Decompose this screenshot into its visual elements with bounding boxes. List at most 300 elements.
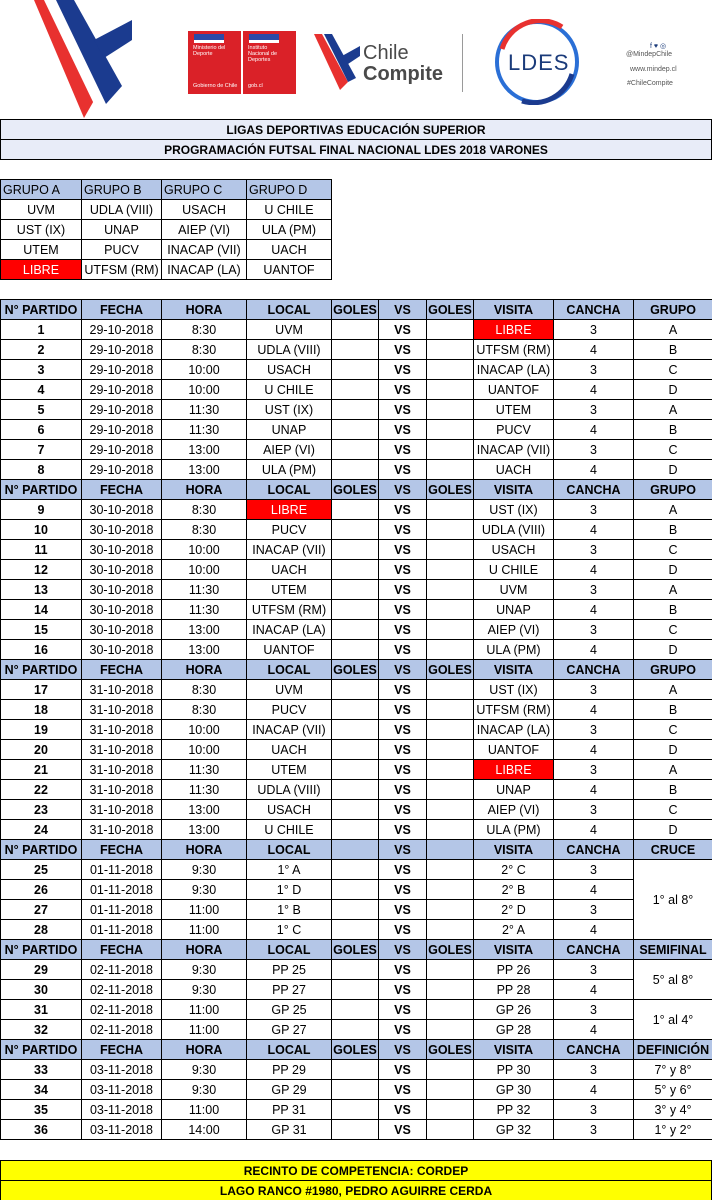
match-number: 32 [1, 1020, 82, 1040]
match-number: 31 [1, 1000, 82, 1020]
match-date: 29-10-2018 [82, 360, 162, 380]
match-number: 24 [1, 820, 82, 840]
group-team-cell: ULA (PM) [247, 220, 332, 240]
match-group: 1° y 2° [634, 1120, 712, 1140]
match-group: D [634, 640, 712, 660]
header-partido: N° PARTIDO [1, 300, 82, 320]
group-team-cell: UNAP [82, 220, 162, 240]
match-local: LIBRE [247, 500, 332, 520]
header-hora: HORA [162, 1040, 247, 1060]
header-vs: VS [379, 1040, 427, 1060]
match-local: INACAP (LA) [247, 620, 332, 640]
goles-local-cell [332, 1100, 379, 1120]
match-group: C [634, 620, 712, 640]
group-team-cell: LIBRE [1, 260, 82, 280]
match-local: 1° D [247, 880, 332, 900]
goles-visita-cell [427, 720, 474, 740]
match-number: 30 [1, 980, 82, 1000]
groups-table [0, 179, 332, 280]
match-number: 11 [1, 540, 82, 560]
goles-visita-cell [427, 980, 474, 1000]
goles-visita-cell [427, 560, 474, 580]
match-date: 03-11-2018 [82, 1120, 162, 1140]
goles-visita-cell [427, 640, 474, 660]
match-visita: ULA (PM) [474, 640, 554, 660]
match-cancha: 3 [554, 960, 634, 980]
match-local: ULA (PM) [247, 460, 332, 480]
header-hora: HORA [162, 940, 247, 960]
goles-visita-cell [427, 320, 474, 340]
header-last: GRUPO [634, 480, 712, 500]
match-row [1, 440, 712, 460]
match-cancha: 3 [554, 1100, 634, 1120]
group-team-cell: INACAP (VII) [162, 240, 247, 260]
match-local: UACH [247, 740, 332, 760]
match-row [1, 780, 712, 800]
match-group: B [634, 520, 712, 540]
match-local: GP 25 [247, 1000, 332, 1020]
match-cancha: 4 [554, 780, 634, 800]
match-cancha: 3 [554, 620, 634, 640]
match-cancha: 3 [554, 440, 634, 460]
match-time: 13:00 [162, 440, 247, 460]
match-group: 3° y 4° [634, 1100, 712, 1120]
match-number: 27 [1, 900, 82, 920]
match-local: UNAP [247, 420, 332, 440]
header-vs: VS [379, 480, 427, 500]
match-date: 31-10-2018 [82, 680, 162, 700]
goles-local-cell [332, 360, 379, 380]
match-time: 13:00 [162, 820, 247, 840]
match-date: 01-11-2018 [82, 920, 162, 940]
match-date: 29-10-2018 [82, 320, 162, 340]
schedule-header-row [1, 660, 712, 680]
header-fecha: FECHA [82, 840, 162, 860]
vs-cell: VS [379, 500, 427, 520]
goles-local-cell [332, 500, 379, 520]
match-cancha: 3 [554, 540, 634, 560]
match-cancha: 3 [554, 720, 634, 740]
vs-cell: VS [379, 320, 427, 340]
goles-local-cell [332, 320, 379, 340]
match-date: 30-10-2018 [82, 520, 162, 540]
match-group: D [634, 380, 712, 400]
match-number: 12 [1, 560, 82, 580]
match-date: 29-10-2018 [82, 460, 162, 480]
goles-visita-cell [427, 620, 474, 640]
match-date: 01-11-2018 [82, 860, 162, 880]
match-date: 30-10-2018 [82, 640, 162, 660]
match-number: 23 [1, 800, 82, 820]
gob-right-line-2: Nacional de [248, 51, 278, 57]
goles-local-cell [332, 680, 379, 700]
match-group: B [634, 600, 712, 620]
group-team-cell: U CHILE [247, 200, 332, 220]
schedule-header-row [1, 1040, 712, 1060]
header-local: LOCAL [247, 300, 332, 320]
match-cancha: 4 [554, 880, 634, 900]
match-local: USACH [247, 360, 332, 380]
header-cancha: CANCHA [554, 480, 634, 500]
social-web: www.mindep.cl [630, 66, 677, 73]
header-last: DEFINICIÓN [634, 1040, 712, 1060]
header-visita: VISITA [474, 480, 554, 500]
match-date: 03-11-2018 [82, 1060, 162, 1080]
match-row [1, 1060, 712, 1080]
header-partido: N° PARTIDO [1, 840, 82, 860]
match-cancha: 3 [554, 1060, 634, 1080]
match-number: 10 [1, 520, 82, 540]
match-date: 02-11-2018 [82, 1020, 162, 1040]
header-last: GRUPO [634, 300, 712, 320]
header-local: LOCAL [247, 480, 332, 500]
match-stage: 1° al 8° [634, 860, 712, 940]
goles-visita-cell [427, 500, 474, 520]
match-row [1, 560, 712, 580]
match-time: 11:00 [162, 1020, 247, 1040]
match-visita: U CHILE [474, 560, 554, 580]
match-cancha: 4 [554, 980, 634, 1000]
ldes-logo-text: LDES [508, 50, 570, 75]
header-cancha: CANCHA [554, 840, 634, 860]
vs-cell: VS [379, 700, 427, 720]
match-visita: UANTOF [474, 380, 554, 400]
gobierno-logo [188, 31, 296, 94]
match-date: 29-10-2018 [82, 400, 162, 420]
group-header: GRUPO A [1, 180, 82, 200]
group-team-cell: PUCV [82, 240, 162, 260]
match-visita: 2° A [474, 920, 554, 940]
goles-visita-cell [427, 440, 474, 460]
schedule-header-row [1, 480, 712, 500]
match-row [1, 540, 712, 560]
match-local: 1° B [247, 900, 332, 920]
goles-visita-cell [427, 820, 474, 840]
match-local: PP 31 [247, 1100, 332, 1120]
goles-visita-cell [427, 900, 474, 920]
match-visita: PP 32 [474, 1100, 554, 1120]
match-row [1, 920, 712, 940]
match-visita: UTEM [474, 400, 554, 420]
match-visita: 2° D [474, 900, 554, 920]
group-team-cell: UTFSM (RM) [82, 260, 162, 280]
header-goles-local: GOLES [332, 1040, 379, 1060]
match-time: 9:30 [162, 960, 247, 980]
match-date: 30-10-2018 [82, 620, 162, 640]
match-cancha: 4 [554, 700, 634, 720]
match-visita: INACAP (LA) [474, 360, 554, 380]
match-row [1, 520, 712, 540]
vs-cell: VS [379, 1100, 427, 1120]
match-local: UTEM [247, 760, 332, 780]
match-number: 21 [1, 760, 82, 780]
group-header: GRUPO D [247, 180, 332, 200]
match-visita: UST (IX) [474, 500, 554, 520]
vs-cell: VS [379, 360, 427, 380]
match-group: A [634, 400, 712, 420]
goles-visita-cell [427, 1100, 474, 1120]
match-time: 10:00 [162, 560, 247, 580]
vs-cell: VS [379, 860, 427, 880]
match-group: A [634, 500, 712, 520]
goles-visita-cell [427, 1080, 474, 1100]
header-fecha: FECHA [82, 940, 162, 960]
gob-left-line-2: Deporte [193, 51, 213, 57]
header-local: LOCAL [247, 660, 332, 680]
match-local: UVM [247, 320, 332, 340]
goles-local-cell [332, 1060, 379, 1080]
match-group: B [634, 700, 712, 720]
group-header: GRUPO B [82, 180, 162, 200]
match-visita: UANTOF [474, 740, 554, 760]
goles-local-cell [332, 520, 379, 540]
match-row [1, 620, 712, 640]
match-number: 9 [1, 500, 82, 520]
goles-local-cell [332, 540, 379, 560]
match-row [1, 820, 712, 840]
match-row [1, 720, 712, 740]
match-time: 11:30 [162, 400, 247, 420]
group-team-cell: INACAP (LA) [162, 260, 247, 280]
goles-visita-cell [427, 860, 474, 880]
match-row [1, 420, 712, 440]
goles-visita-cell [427, 880, 474, 900]
match-number: 20 [1, 740, 82, 760]
venue-line-1: RECINTO DE COMPETENCIA: CORDEP [1, 1161, 712, 1181]
match-local: 1° A [247, 860, 332, 880]
match-date: 31-10-2018 [82, 800, 162, 820]
vs-cell: VS [379, 540, 427, 560]
header-partido: N° PARTIDO [1, 660, 82, 680]
social-handle: @MindepChile [626, 51, 673, 58]
group-team-cell: UST (IX) [1, 220, 82, 240]
goles-visita-cell [427, 520, 474, 540]
header-last: CRUCE [634, 840, 712, 860]
match-time: 9:30 [162, 980, 247, 1000]
vs-cell: VS [379, 1020, 427, 1040]
match-local: PP 25 [247, 960, 332, 980]
vs-cell: VS [379, 740, 427, 760]
match-visita: 2° B [474, 880, 554, 900]
match-group: B [634, 780, 712, 800]
goles-local-cell [332, 1080, 379, 1100]
match-local: UDLA (VIII) [247, 340, 332, 360]
vs-cell: VS [379, 920, 427, 940]
vs-cell: VS [379, 1060, 427, 1080]
match-row [1, 380, 712, 400]
header-partido: N° PARTIDO [1, 480, 82, 500]
gob-left-line-1: Ministerio del [193, 45, 226, 51]
goles-visita-cell [427, 340, 474, 360]
match-number: 26 [1, 880, 82, 900]
goles-visita-cell [427, 380, 474, 400]
vs-cell: VS [379, 780, 427, 800]
match-time: 10:00 [162, 740, 247, 760]
match-number: 18 [1, 700, 82, 720]
schedule-header-row [1, 940, 712, 960]
header-goles-visita: GOLES [427, 940, 474, 960]
match-row [1, 1080, 712, 1100]
match-cancha: 4 [554, 600, 634, 620]
match-time: 10:00 [162, 540, 247, 560]
match-number: 19 [1, 720, 82, 740]
match-group: D [634, 460, 712, 480]
goles-visita-cell [427, 800, 474, 820]
goles-local-cell [332, 340, 379, 360]
vs-cell: VS [379, 560, 427, 580]
match-time: 9:30 [162, 860, 247, 880]
goles-local-cell [332, 580, 379, 600]
goles-local-cell [332, 880, 379, 900]
match-group: A [634, 760, 712, 780]
match-row [1, 1100, 712, 1120]
goles-local-cell [332, 780, 379, 800]
match-group: A [634, 320, 712, 340]
match-number: 36 [1, 1120, 82, 1140]
goles-local-cell [332, 700, 379, 720]
match-date: 30-10-2018 [82, 560, 162, 580]
header-visita: VISITA [474, 300, 554, 320]
vs-cell: VS [379, 520, 427, 540]
vs-cell: VS [379, 460, 427, 480]
header-goles-local: GOLES [332, 480, 379, 500]
match-local: PUCV [247, 700, 332, 720]
match-time: 8:30 [162, 700, 247, 720]
header-goles-visita: GOLES [427, 660, 474, 680]
goles-local-cell [332, 420, 379, 440]
match-cancha: 4 [554, 520, 634, 540]
match-time: 11:30 [162, 420, 247, 440]
match-date: 01-11-2018 [82, 900, 162, 920]
groups-header-row [1, 180, 332, 200]
match-cancha: 4 [554, 460, 634, 480]
header-local: LOCAL [247, 1040, 332, 1060]
match-stage: 5° al 8° [634, 960, 712, 1000]
match-cancha: 3 [554, 500, 634, 520]
match-local: UDLA (VIII) [247, 780, 332, 800]
match-date: 31-10-2018 [82, 780, 162, 800]
match-group: 5° y 6° [634, 1080, 712, 1100]
goles-visita-cell [427, 540, 474, 560]
match-cancha: 4 [554, 740, 634, 760]
header-cancha: CANCHA [554, 1040, 634, 1060]
header-goles-visita: GOLES [427, 300, 474, 320]
match-group: C [634, 540, 712, 560]
header-fecha: FECHA [82, 660, 162, 680]
match-visita: GP 28 [474, 1020, 554, 1040]
match-local: PP 27 [247, 980, 332, 1000]
match-local: GP 31 [247, 1120, 332, 1140]
match-date: 30-10-2018 [82, 540, 162, 560]
goles-local-cell [332, 980, 379, 1000]
goles-local-cell [332, 440, 379, 460]
goles-local-cell [332, 640, 379, 660]
match-number: 1 [1, 320, 82, 340]
match-time: 11:30 [162, 580, 247, 600]
match-visita: UDLA (VIII) [474, 520, 554, 540]
match-number: 7 [1, 440, 82, 460]
match-cancha: 4 [554, 420, 634, 440]
match-visita: LIBRE [474, 320, 554, 340]
match-date: 31-10-2018 [82, 740, 162, 760]
match-date: 29-10-2018 [82, 340, 162, 360]
match-cancha: 4 [554, 920, 634, 940]
match-date: 29-10-2018 [82, 420, 162, 440]
match-visita: AIEP (VI) [474, 800, 554, 820]
header-visita: VISITA [474, 840, 554, 860]
vs-cell: VS [379, 900, 427, 920]
match-local: U CHILE [247, 820, 332, 840]
match-time: 13:00 [162, 620, 247, 640]
match-time: 10:00 [162, 380, 247, 400]
match-time: 13:00 [162, 800, 247, 820]
goles-local-cell [332, 720, 379, 740]
match-date: 02-11-2018 [82, 960, 162, 980]
gob-right-line-5: gob.cl [248, 83, 263, 89]
header-vs: VS [379, 660, 427, 680]
match-time: 9:30 [162, 1080, 247, 1100]
goles-local-cell [332, 920, 379, 940]
match-number: 14 [1, 600, 82, 620]
match-local: INACAP (VII) [247, 720, 332, 740]
group-team-cell: USACH [162, 200, 247, 220]
match-local: 1° C [247, 920, 332, 940]
vs-cell: VS [379, 580, 427, 600]
header-fecha: FECHA [82, 300, 162, 320]
match-time: 8:30 [162, 500, 247, 520]
match-visita: UTFSM (RM) [474, 340, 554, 360]
match-time: 11:00 [162, 1000, 247, 1020]
vs-cell: VS [379, 720, 427, 740]
goles-visita-cell [427, 680, 474, 700]
header-hora: HORA [162, 480, 247, 500]
group-header: GRUPO C [162, 180, 247, 200]
goles-local-cell [332, 1020, 379, 1040]
match-row [1, 980, 712, 1000]
header-last: SEMIFINAL [634, 940, 712, 960]
header-visita: VISITA [474, 1040, 554, 1060]
goles-visita-cell [427, 600, 474, 620]
match-local: UVM [247, 680, 332, 700]
match-cancha: 3 [554, 760, 634, 780]
match-visita: INACAP (LA) [474, 720, 554, 740]
match-local: INACAP (VII) [247, 540, 332, 560]
match-cancha: 3 [554, 580, 634, 600]
goles-visita-cell [427, 780, 474, 800]
vs-cell: VS [379, 420, 427, 440]
goles-visita-cell [427, 360, 474, 380]
match-visita: UNAP [474, 780, 554, 800]
header-goles-local: GOLES [332, 940, 379, 960]
match-cancha: 3 [554, 860, 634, 880]
match-number: 25 [1, 860, 82, 880]
match-local: USACH [247, 800, 332, 820]
goles-local-cell [332, 860, 379, 880]
vs-cell: VS [379, 440, 427, 460]
header-logos [0, 0, 712, 118]
goles-visita-cell [427, 960, 474, 980]
match-number: 8 [1, 460, 82, 480]
header-cancha: CANCHA [554, 940, 634, 960]
match-row [1, 860, 712, 880]
match-time: 11:00 [162, 1100, 247, 1120]
header-fecha: FECHA [82, 480, 162, 500]
match-cancha: 4 [554, 820, 634, 840]
match-number: 3 [1, 360, 82, 380]
vs-cell: VS [379, 960, 427, 980]
match-number: 13 [1, 580, 82, 600]
vs-cell: VS [379, 680, 427, 700]
